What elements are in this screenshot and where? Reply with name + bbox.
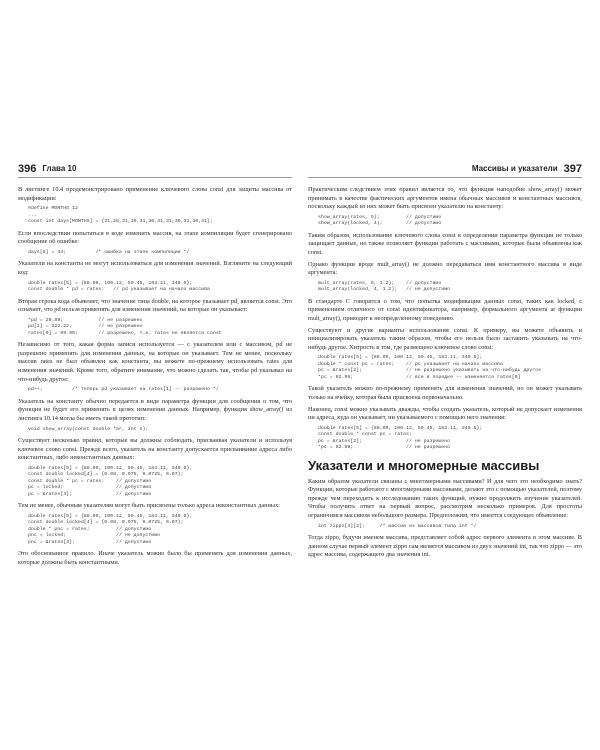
paragraph: Таким образом, использование ключевого слова const в определении параметра функции не только защищает данные, но также позволяет функции работать с массивами, которые были объявлены как const. — [308, 231, 582, 256]
code-listing: double rates[5] = {88.99, 100.12, 59.45, 183.11, 340.5}; double * const pc = rates; // pc указывает на начало массива pc = &rates[2]; // не разрешено указывать на что-нибудь другое *pc = 92.99; // все в порядке -- изменяется rates[0] — [318, 355, 542, 380]
code-listing: pd++; /* теперь pd указывает на rates[1] -- разрешено */ — [28, 387, 219, 393]
code-listing: days[9] = 44; /* ошибка на этапе компиляции */ — [28, 249, 190, 255]
paragraph: Независимо от того, какая форма записи используется — с указателем или с массивом, pd не разрешено применять для изменения данных, на которые он указывает. Тем не менее, поскольку массив rates не был объявлен как константа, вы можете по-прежнему использовать rates для изменения значений. Кроме того, обратите внимание, что можно сделать так, чтобы pd указывал на что-нибудь другое: — [18, 341, 292, 383]
code-listing: *pd = 29.89; // не разрешено pd[2] = 222.22; // не разрешено rates[0] = 99.99; // разрешено, т.к. rates не является const — [28, 317, 222, 336]
paragraph: Каким образом указатели связаны с многомерными массивами? И для чего это необходимо знать? Функции, которые работают с многомерными массивами, делают это с помощью указателей, поэтому прежде чем переходить к исследованию таких функций, нужно продолжить изучение указателей. Чтобы получить ответ на первый вопрос, рассмотрим несколько примеров. Для простоты ограничимся массивом небольшого размера. Предположим, что имеется следующее объявление: — [308, 477, 582, 520]
paragraph: В листинге 10.4 продемонстрировано применение ключевого слова const для защиты массива от модификации: — [18, 186, 292, 202]
section-heading: Указатели и многомерные массивы — [308, 457, 540, 473]
paragraph: Такой указатель можно по-прежнему применять для изменения значений, но он может указывать только на ячейку, которая была присвоена первоначально. — [308, 385, 582, 401]
code-listing: double rates[5] = {88.99, 100.12, 59.45, 183.11, 340.5}; const double locked[4] = {0.08, 0.075, 0.0725, 0.07}; double * pnc = rates; // допустимо pnc = locked; // не допустимо pnc = &rates[3]; // допустимо — [28, 513, 193, 545]
left-page-body — [18, 186, 292, 568]
paragraph: Существует несколько правил, которые вы должны соблюдать, присваивая указатели и используя ключевое слово const. Прежде всего, указатель на константу допускается присваивание адреса либо константных, либо неконстантных данных: — [18, 437, 292, 462]
right-page-number: 397 — [563, 162, 582, 175]
right-page-chapter: Массивы и указатели — [471, 164, 558, 173]
paragraph: Если впоследствии попытаться в коде изменить массив, на этапе компиляции будет сгенерировано сообщение об ошибке: — [18, 229, 292, 246]
code-listing: double rates[5] = {88.99, 100.12, 59.45, 183.11, 340.5}; const double * const pc = rates; pc = &rates[2]; // не разрешено *pc = 92.99; // не разрешено — [318, 425, 483, 451]
paragraph: Существуют и другие варианты использования const. К примеру, вы можете объявить и инициализировать указатель таким образом, чтобы его нельзя было заставить указывать на что-нибудь другое. Хитрость в том, где размещено ключевое слово const: — [308, 326, 582, 351]
paragraph: Указатель на константу обычно передается в виде параметра функции для сообщения о том, что функция не будет его применять в целях изменения данных. Например, функция show_array() из листинга 10.14 могла бы иметь такой прототип: — [18, 397, 292, 422]
paragraph: Практическим следствием этих правил является то, что функция наподобие show_array() может принимать в качестве фактических аргументов имена обычных массивов и константных массивов, поскольку каждый из них может быть присвоен указателю на константу: — [308, 186, 582, 211]
code-listing: int zippo[4][2]; /* массив из массивов типа int */ — [318, 523, 477, 529]
code-listing: #define MONTHS 12 ... const int days[MONTHS] = {31,28,31,30,31,30,31,31,30,31,30,31}; — [28, 206, 213, 225]
code-listing: show_array(rates, 5); // допустимо show_array(locked, 4); // допустимо — [318, 214, 442, 227]
paragraph: Наконец, const можно указывать дважды, чтобы создать указатель, который не допускает изменения ни адреса, куда он указывает, ни указываемого с помощью него значения: — [308, 405, 582, 422]
code-listing: double rates[5] = {88.99, 100.12, 59.45, 183.11, 340.5}; const double * pd = rates; // pd указывает на начало массива — [28, 280, 210, 293]
right-page-header — [308, 160, 582, 178]
paragraph: Однако функции вроде mult_array() не должно передаваться имя константного массива в виде аргумента: — [308, 260, 582, 277]
paragraph: Тем не менее, обычным указателям могут быть присвоены только адреса неконстантных данных: — [18, 502, 280, 510]
code-listing: double rates[5] = {88.99, 100.12, 59.45, 183.11, 340.5}; const double locked[4] = {0.08, 0.075, 0.0725, 0.07}; const double * pc = rates; // допустимо pc = locked; // допустимо pc = &rates[3]; // допустимо — [28, 465, 193, 497]
right-page-body — [308, 186, 582, 560]
paragraph: Тогда zippo, будучи именем массива, представляет собой адрес первого элемента в этом массиве. В данном случае первый элемент zippo сам является массивом из двух значений int, так что zippo — это адрес массива, содержащего два значения int. — [308, 534, 582, 559]
paragraph: В стандарте С говорится о том, что попытка модификации данных const, таких как locked, с применением отличного от const идентификатора, например, формального аргумента ar функции mult_array(), приводит к неопределенному поведению. — [308, 297, 582, 322]
code-listing: void show_array(const double *ar, int n); — [28, 426, 149, 432]
left-page-header — [18, 160, 292, 178]
left-page-chapter: Глава 10 — [42, 164, 77, 173]
right-page — [308, 160, 582, 615]
paragraph: Указатели на константы не могут использоваться для изменения значений. Взгляните на следующий код: — [18, 260, 292, 276]
paragraph: Вторая строка кода объявляет, что значение типа double, на которое указывает pd, является const. Это означает, что pd нельзя применять для изменения значений, на которые он указывает: — [18, 297, 292, 314]
paragraph: Это обоснованное правило. Иначе указатель можно было бы применять для изменения данных, которые должны быть константными. — [18, 550, 292, 566]
left-page — [18, 160, 292, 615]
left-page-number: 396 — [18, 162, 37, 175]
code-listing: mult_array(rates, 5, 1.2); // допустимо mult_array(locked, 4, 1.2); // не допустимо — [318, 280, 451, 293]
